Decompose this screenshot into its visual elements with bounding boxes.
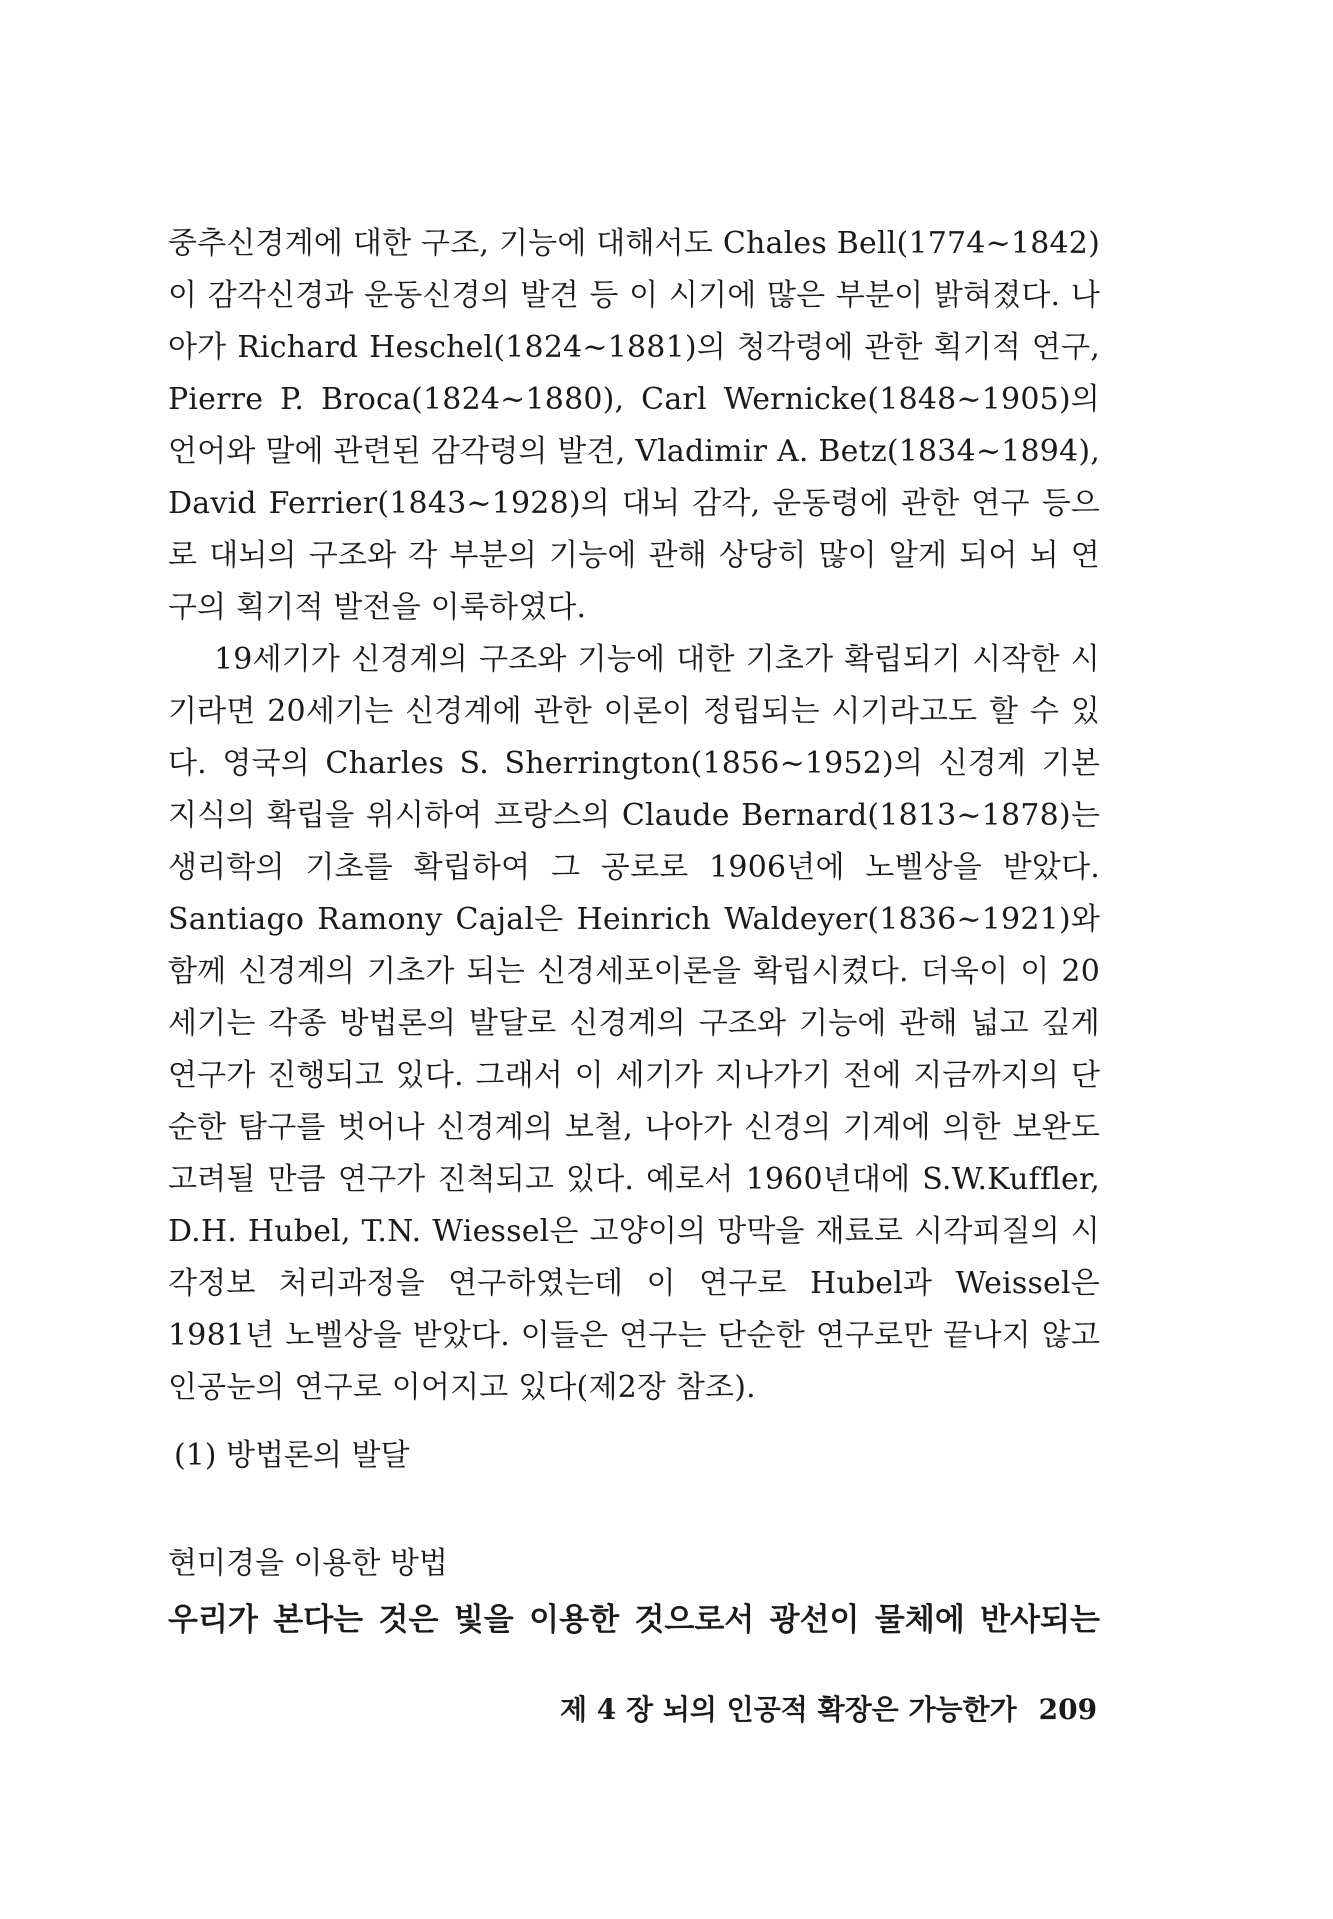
sub-heading: 현미경을 이용한 방법 xyxy=(168,1546,448,1581)
body-text xyxy=(168,218,1100,1414)
section-heading: (1) 방법론의 발달 xyxy=(174,1438,410,1473)
page-footer xyxy=(560,1690,1098,1730)
running-head-chapter-title: 제 4 장 뇌의 인공적 확장은 가능한가 xyxy=(560,1693,1017,1726)
paragraph-1: 중추신경계에 대한 구조, 기능에 대해서도 Chales Bell(1774~1842)이 감각신경과 운동신경의 발견 등 이 시기에 많은 부분이 밝혀졌다. 나아가 Richard Heschel(1824~1881)의 청각령에 관한 획기적 연구, Pierre P. Broca(1824~1880), Carl Wernicke(1848~1905)의 언어와 말에 관련된 감각령의 발견, Vladimir A. Betz(1834~1894), David Ferrier(1843~1928)의 대뇌 감각, 운동령에 관한 연구 등으로 대뇌의 구조와 각 부분의 기능에 관해 상당히 많이 알게 되어 뇌 연구의 획기적 발전을 이룩하였다. xyxy=(168,226,1100,625)
paragraph-3-start: 우리가 본다는 것은 빛을 이용한 것으로서 광선이 물체에 반사되는 xyxy=(168,1602,1100,1638)
page-number: 209 xyxy=(1038,1693,1098,1726)
paragraph-2: 19세기가 신경계의 구조와 기능에 대한 기초가 확립되기 시작한 시기라면 20세기는 신경계에 관한 이론이 정립되는 시기라고도 할 수 있다. 영국의 Charles S. Sherrington(1856~1952)의 신경계 기본 지식의 확립을 위시하여 프랑스의 Claude Bernard(1813~1878)는 생리학의 기초를 확립하여 그 공로로 1906년에 노벨상을 받았다. Santiago Ramony Cajal은 Heinrich Waldeyer(1836~1921)와 함께 신경계의 기초가 되는 신경세포이론을 확립시켰다. 더욱이 이 20세기는 각종 방법론의 발달로 신경계의 구조와 기능에 관해 넓고 깊게 연구가 진행되고 있다. 그래서 이 세기가 지나가기 전에 지금까지의 단순한 탐구를 벗어나 신경계의 보철, 나아가 신경의 기계에 의한 보완도 고려될 만큼 연구가 진척되고 있다. 예로서 1960년대에 S.W.Kuffler, D.H. Hubel, T.N. Wiessel은 고양이의 망막을 재료로 시각피질의 시각정보 처리과정을 연구하였는데 이 연구로 Hubel과 Weissel은 1981년 노벨상을 받았다. 이들은 연구는 단순한 연구로만 끝나지 않고 인공눈의 연구로 이어지고 있다(제2장 참조). xyxy=(168,642,1100,1405)
